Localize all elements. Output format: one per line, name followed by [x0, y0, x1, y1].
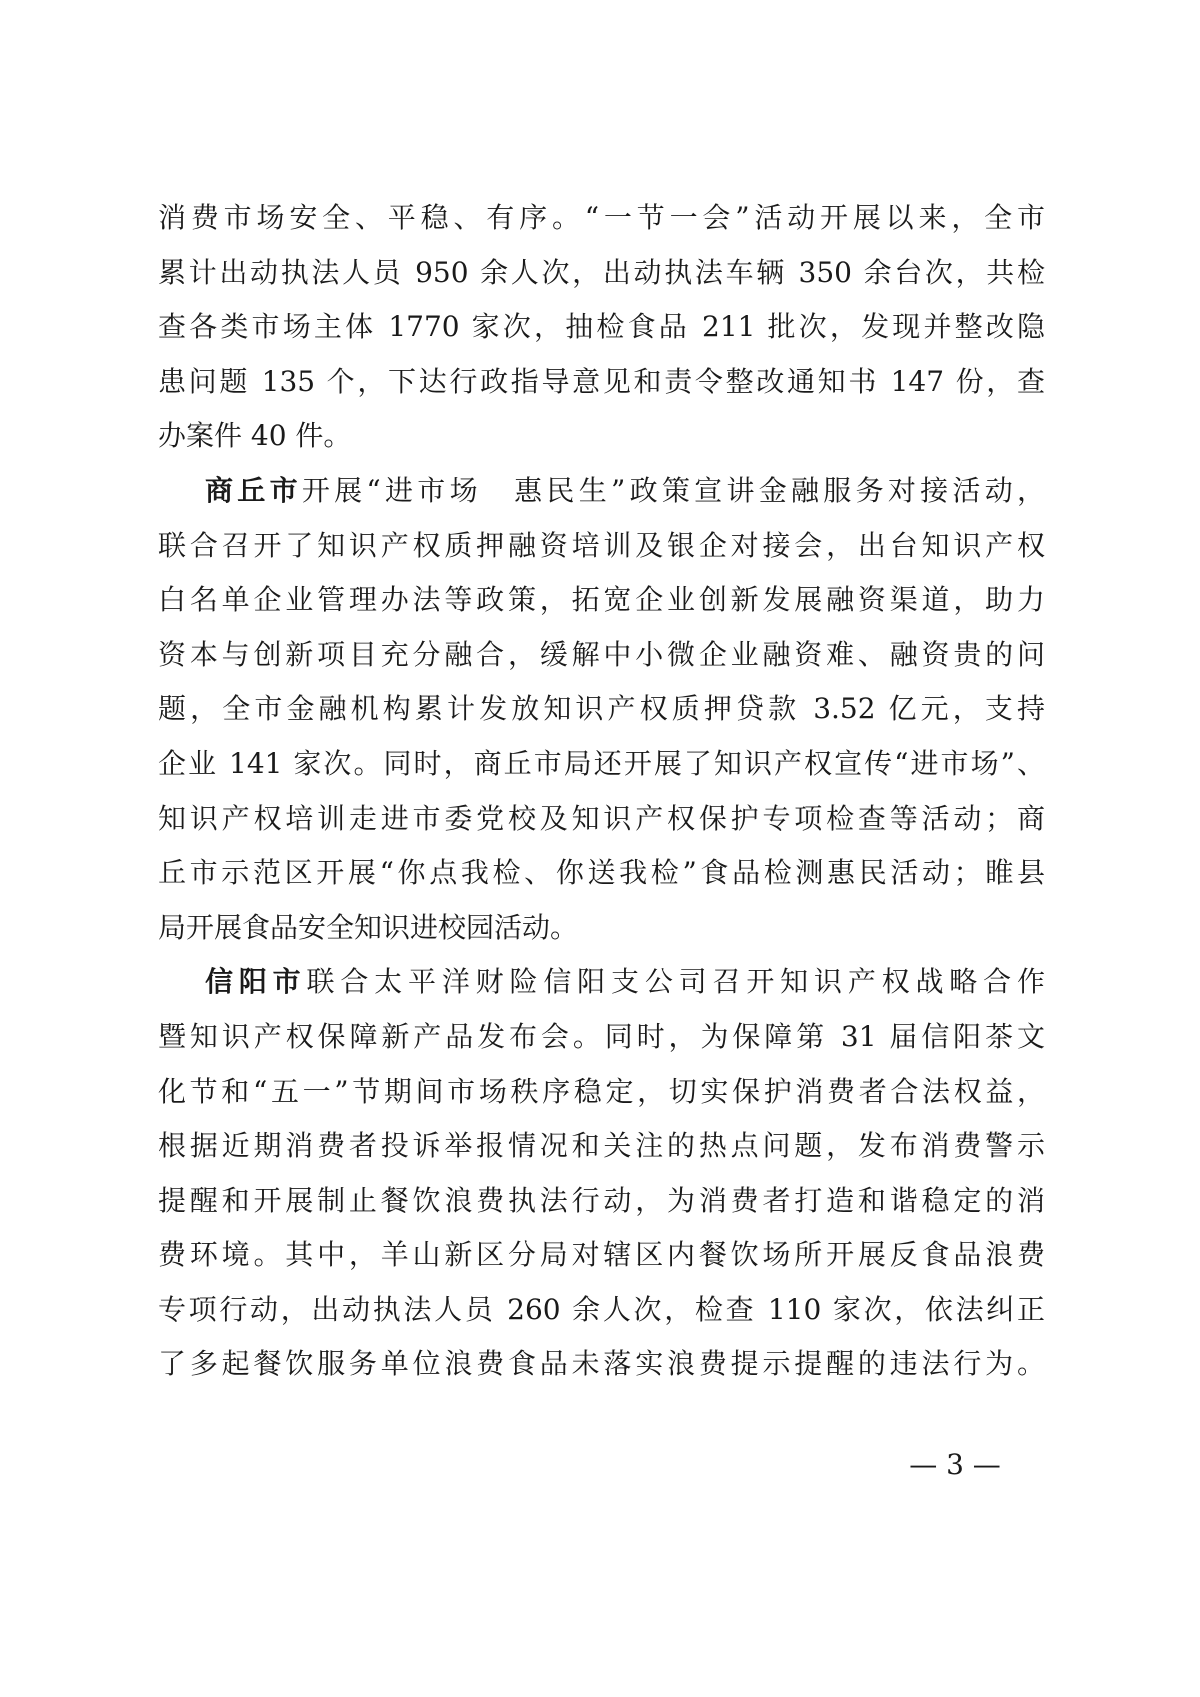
text-line: 白名单企业管理办法等政策，拓宽企业创新发展融资渠道，助力	[158, 583, 1045, 617]
text-line: 费环境。其中，羊山新区分局对辖区内餐饮场所开展反食品浪费	[158, 1238, 1045, 1272]
paragraph-lead-city: 信阳市	[205, 965, 307, 999]
paragraph-lead-city: 商丘市	[205, 473, 302, 507]
text-line: 暨知识产权保障新产品发布会。同时，为保障第 31 届信阳茶文	[158, 1019, 1045, 1053]
text-line: 患问题 135 个，下达行政指导意见和责令整改通知书 147 份，查	[158, 364, 1045, 398]
text-line: 消费市场安全、平稳、有序。“一节一会”活动开展以来，全市	[158, 201, 1045, 234]
page-number: — 3 —	[909, 1448, 1001, 1481]
text-line-rest: 联合太平洋财险信阳支公司召开知识产权战略合作	[306, 965, 1045, 999]
text-line: 联合召开了知识产权质押融资培训及银企对接会，出台知识产权	[158, 528, 1045, 562]
text-line: 丘市示范区开展“你点我检、你送我检”食品检测惠民活动；睢县	[158, 856, 1045, 890]
text-line: 专项行动，出动执法人员 260 余人次，检查 110 家次，依法纠正	[158, 1292, 1045, 1326]
document-body	[158, 191, 1045, 1392]
text-line: 根据近期消费者投诉举报情况和关注的热点问题，发布消费警示	[158, 1129, 1045, 1163]
text-line: 提醒和开展制止餐饮浪费执法行动，为消费者打造和谐稳定的消	[158, 1183, 1045, 1217]
paragraph	[158, 955, 1045, 1392]
text-line: 办案件 40 件。	[158, 419, 352, 453]
text-line: 累计出动执法人员 950 余人次，出动执法车辆 350 余台次，共检	[158, 255, 1045, 289]
text-line: 知识产权培训走进市委党校及知识产权保护专项检查等活动；商	[158, 801, 1045, 835]
text-line: 查各类市场主体 1770 家次，抽检食品 211 批次，发现并整改隐	[158, 310, 1045, 344]
paragraph	[158, 464, 1045, 955]
text-line: 局开展食品安全知识进校园活动。	[158, 910, 579, 944]
text-line: 资本与创新项目充分融合，缓解中小微企业融资难、融资贵的问	[158, 637, 1045, 671]
text-line	[158, 464, 1045, 519]
text-line: 企业 141 家次。同时，商丘市局还开展了知识产权宣传“进市场”、	[158, 746, 1045, 780]
text-line-rest: 开展“进市场 惠民生”政策宣讲金融服务对接活动，	[301, 473, 1045, 507]
text-line: 了多起餐饮服务单位浪费食品未落实浪费提示提醒的违法行为。	[158, 1347, 1045, 1381]
text-line: 题，全市金融机构累计发放知识产权质押贷款 3.52 亿元，支持	[158, 692, 1045, 726]
text-line: 化节和“五一”节期间市场秩序稳定，切实保护消费者合法权益，	[158, 1074, 1045, 1108]
text-line	[158, 955, 1045, 1010]
paragraph	[158, 191, 1045, 464]
